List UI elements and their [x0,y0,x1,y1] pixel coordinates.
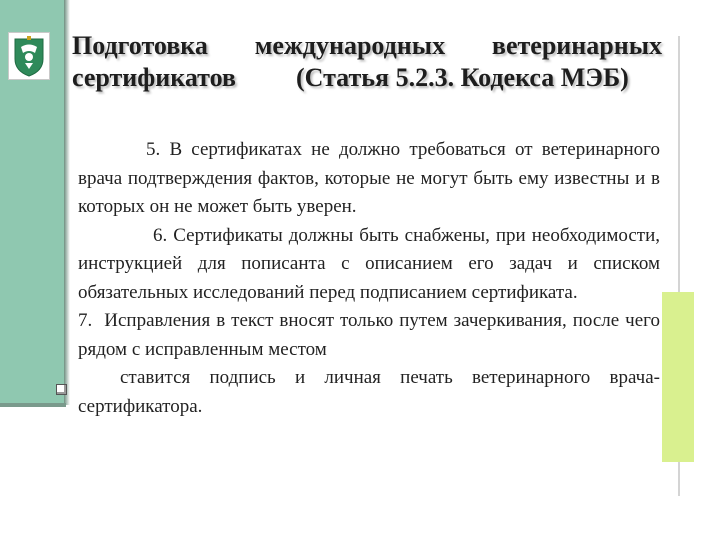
sidebar-bottom-edge [0,403,66,407]
bullet-icon [56,384,67,395]
title-line-2 [72,62,662,94]
title-line-2-part-a: сертификатов [72,63,236,92]
sidebar-shadow [64,0,70,405]
title-line-1: Подготовка международных ветеринарных [72,31,662,60]
emblem-icon [8,32,50,80]
paragraph-7 [78,307,660,364]
title-line-2-part-b: (Статья 5.2.3. Кодекса МЭБ) [295,63,629,92]
accent-bar [662,292,694,462]
paragraph-7-text: Исправления в текст вносят только путем зачеркивания, после чего рядом с исправленным местом [78,310,660,360]
slide-body [78,136,660,421]
paragraph-7-continuation: ставится подпись и личная печать ветеринарного врача-сертификатора. [78,367,660,417]
slide-title [72,30,662,94]
paragraph-5: 5. В сертификатах не должно требоваться от ветеринарного врача подтверждения фактов, которые не могут быть ему известны и в которых он не может быть уверен. [78,139,660,217]
paragraph-6: 6. Сертификаты должны быть снабжены, при необходимости, инструкцией для пописанта с описанием его задач и списком обязательных исследований перед подписанием сертификата. [78,224,660,303]
paragraph-7-number: 7. [78,310,93,331]
